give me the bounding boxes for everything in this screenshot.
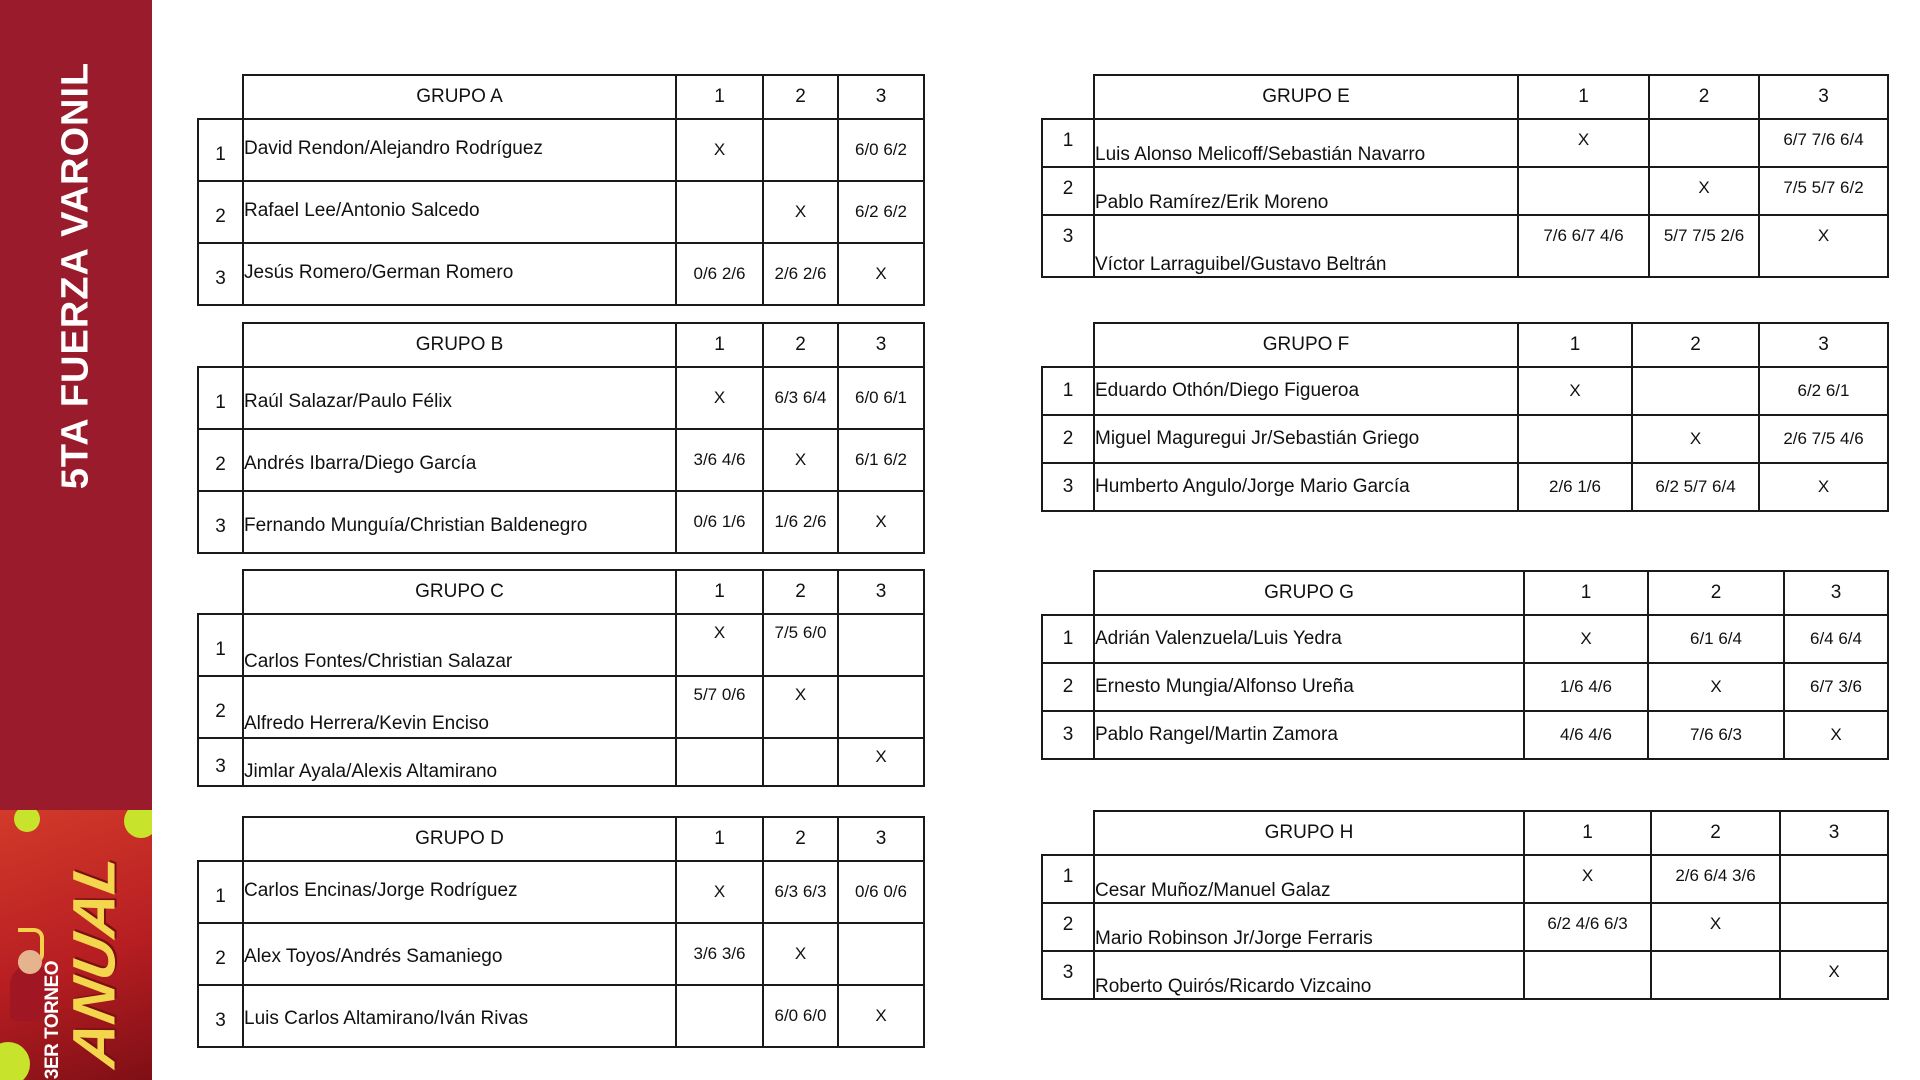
player-pair: Carlos Fontes/Christian Salazar: [243, 614, 676, 676]
score-cell: 6/2 6/2: [838, 181, 924, 243]
group-table-b: [197, 322, 925, 554]
sidebar-title: 5TA FUERZA VARONIL: [54, 61, 97, 489]
score-cell: X: [1648, 663, 1784, 711]
score-cell: X: [763, 429, 838, 491]
col-header: 1: [1524, 811, 1651, 855]
score-cell: [1780, 903, 1888, 951]
player-pair: Roberto Quirós/Ricardo Vizcaino: [1094, 951, 1524, 999]
score-cell: X: [1651, 903, 1780, 951]
player-pair: Víctor Larraguibel/Gustavo Beltrán: [1094, 215, 1518, 277]
score-cell: [676, 738, 763, 786]
score-cell: [1524, 951, 1651, 999]
row-number: 2: [1042, 415, 1094, 463]
col-header: 1: [676, 323, 763, 367]
score-cell: 2/6 7/5 4/6: [1759, 415, 1888, 463]
score-cell: X: [838, 738, 924, 786]
score-cell: X: [1518, 367, 1632, 415]
col-header: 1: [676, 570, 763, 614]
score-cell: [763, 119, 838, 181]
score-cell: 1/6 4/6: [1524, 663, 1648, 711]
row-number: 1: [198, 367, 243, 429]
score-cell: [1632, 367, 1759, 415]
player-pair: Alfredo Herrera/Kevin Enciso: [243, 676, 676, 738]
player-pair: Humberto Angulo/Jorge Mario García: [1094, 463, 1518, 511]
score-cell: 6/7 7/6 6/4: [1759, 119, 1888, 167]
score-cell: X: [763, 676, 838, 738]
player-pair: Rafael Lee/Antonio Salcedo: [243, 181, 676, 243]
promo-big-text: ANUAL: [60, 849, 128, 1071]
row-number: 1: [198, 119, 243, 181]
score-cell: 1/6 2/6: [763, 491, 838, 553]
score-cell: X: [1759, 215, 1888, 277]
score-cell: X: [1780, 951, 1888, 999]
group-table-g: [1041, 570, 1889, 760]
player-pair: Cesar Muñoz/Manuel Galaz: [1094, 855, 1524, 903]
score-cell: [1649, 119, 1759, 167]
col-header: 1: [676, 817, 763, 861]
score-cell: 6/0 6/1: [838, 367, 924, 429]
col-header: 1: [1518, 323, 1632, 367]
promo-big-wrap: [62, 840, 126, 1080]
group-name: GRUPO F: [1094, 323, 1518, 367]
score-cell: [1651, 951, 1780, 999]
col-header: 3: [1784, 571, 1888, 615]
row-number: 2: [1042, 663, 1094, 711]
player-pair: Eduardo Othón/Diego Figueroa: [1094, 367, 1518, 415]
score-cell: 0/6 0/6: [838, 861, 924, 923]
tennis-ball-icon: [0, 1042, 30, 1080]
row-number: 2: [1042, 903, 1094, 951]
player-pair: Jesús Romero/German Romero: [243, 243, 676, 305]
score-cell: 2/6 1/6: [1518, 463, 1632, 511]
score-cell: X: [1524, 855, 1651, 903]
row-number: 2: [198, 676, 243, 738]
row-number: 1: [198, 614, 243, 676]
row-number: 1: [1042, 367, 1094, 415]
score-cell: 6/1 6/2: [838, 429, 924, 491]
group-name: GRUPO H: [1094, 811, 1524, 855]
score-cell: 7/5 6/0: [763, 614, 838, 676]
score-cell: X: [676, 861, 763, 923]
score-cell: 7/6 6/7 4/6: [1518, 215, 1649, 277]
row-number: 1: [1042, 119, 1094, 167]
score-cell: X: [1649, 167, 1759, 215]
score-cell: 0/6 2/6: [676, 243, 763, 305]
group-name: GRUPO E: [1094, 75, 1518, 119]
score-cell: X: [763, 923, 838, 985]
score-cell: [838, 676, 924, 738]
score-cell: X: [1784, 711, 1888, 759]
row-number: 3: [1042, 463, 1094, 511]
row-number: 2: [198, 923, 243, 985]
row-number: 3: [1042, 951, 1094, 999]
player-pair: Luis Carlos Altamirano/Iván Rivas: [243, 985, 676, 1047]
player-pair: Jimlar Ayala/Alexis Altamirano: [243, 738, 676, 786]
group-table-a: [197, 74, 925, 306]
player-pair: David Rendon/Alejandro Rodríguez: [243, 119, 676, 181]
player-pair: Pablo Ramírez/Erik Moreno: [1094, 167, 1518, 215]
col-header: 1: [1518, 75, 1649, 119]
promo-small-text: 3ER TORNEO: [42, 960, 63, 1080]
group-table-c: [197, 569, 925, 787]
group-table-e: [1041, 74, 1889, 278]
corner-cell: [1042, 571, 1094, 615]
score-cell: 6/0 6/2: [838, 119, 924, 181]
col-header: 3: [1759, 75, 1888, 119]
tennis-ball-icon: [14, 810, 40, 832]
col-header: 2: [1651, 811, 1780, 855]
score-cell: 3/6 3/6: [676, 923, 763, 985]
group-name: GRUPO A: [243, 75, 676, 119]
row-number: 1: [1042, 855, 1094, 903]
col-header: 3: [838, 75, 924, 119]
score-cell: 6/0 6/0: [763, 985, 838, 1047]
col-header: 2: [1648, 571, 1784, 615]
score-cell: 2/6 2/6: [763, 243, 838, 305]
corner-cell: [1042, 75, 1094, 119]
score-cell: 6/2 4/6 6/3: [1524, 903, 1651, 951]
score-cell: X: [676, 119, 763, 181]
col-header: 3: [838, 817, 924, 861]
score-cell: X: [676, 367, 763, 429]
row-number: 2: [198, 181, 243, 243]
col-header: 3: [838, 570, 924, 614]
score-cell: X: [838, 491, 924, 553]
score-cell: 6/2 5/7 6/4: [1632, 463, 1759, 511]
player-pair: Raúl Salazar/Paulo Félix: [243, 367, 676, 429]
player-pair: Pablo Rangel/Martin Zamora: [1094, 711, 1524, 759]
row-number: 2: [1042, 167, 1094, 215]
score-cell: X: [1518, 119, 1649, 167]
score-cell: 0/6 1/6: [676, 491, 763, 553]
player-pair: Adrián Valenzuela/Luis Yedra: [1094, 615, 1524, 663]
corner-cell: [198, 75, 243, 119]
group-name: GRUPO B: [243, 323, 676, 367]
score-cell: [763, 738, 838, 786]
score-cell: 6/2 6/1: [1759, 367, 1888, 415]
corner-cell: [198, 323, 243, 367]
score-cell: X: [838, 985, 924, 1047]
score-cell: [1518, 415, 1632, 463]
score-cell: [1518, 167, 1649, 215]
row-number: 1: [1042, 615, 1094, 663]
group-table-h: [1041, 810, 1889, 1000]
score-cell: 2/6 6/4 3/6: [1651, 855, 1780, 903]
score-cell: 6/4 6/4: [1784, 615, 1888, 663]
score-cell: [1780, 855, 1888, 903]
score-cell: 3/6 4/6: [676, 429, 763, 491]
score-cell: 4/6 4/6: [1524, 711, 1648, 759]
col-header: 2: [763, 323, 838, 367]
player-pair: Ernesto Mungia/Alfonso Ureña: [1094, 663, 1524, 711]
score-cell: [676, 181, 763, 243]
tennis-ball-icon: [124, 810, 152, 838]
score-cell: 5/7 7/5 2/6: [1649, 215, 1759, 277]
score-cell: [676, 985, 763, 1047]
col-header: 2: [763, 570, 838, 614]
score-cell: 7/6 6/3: [1648, 711, 1784, 759]
player-pair: Carlos Encinas/Jorge Rodríguez: [243, 861, 676, 923]
group-table-f: [1041, 322, 1889, 512]
col-header: 3: [838, 323, 924, 367]
score-cell: [838, 614, 924, 676]
col-header: 3: [1780, 811, 1888, 855]
score-cell: 6/7 3/6: [1784, 663, 1888, 711]
col-header: 2: [1632, 323, 1759, 367]
score-cell: X: [1759, 463, 1888, 511]
col-header: 2: [1649, 75, 1759, 119]
col-header: 1: [676, 75, 763, 119]
score-cell: 6/3 6/3: [763, 861, 838, 923]
row-number: 3: [198, 985, 243, 1047]
player-pair: Fernando Munguía/Christian Baldenegro: [243, 491, 676, 553]
row-number: 1: [198, 861, 243, 923]
score-cell: 6/3 6/4: [763, 367, 838, 429]
score-cell: 7/5 5/7 6/2: [1759, 167, 1888, 215]
corner-cell: [1042, 811, 1094, 855]
score-cell: X: [838, 243, 924, 305]
group-name: GRUPO C: [243, 570, 676, 614]
col-header: 3: [1759, 323, 1888, 367]
player-pair: Alex Toyos/Andrés Samaniego: [243, 923, 676, 985]
score-cell: X: [676, 614, 763, 676]
score-cell: 6/1 6/4: [1648, 615, 1784, 663]
row-number: 3: [1042, 215, 1094, 277]
player-pair: Miguel Maguregui Jr/Sebastián Griego: [1094, 415, 1518, 463]
row-number: 2: [198, 429, 243, 491]
sidebar-title-wrap: [40, 40, 112, 510]
row-number: 3: [1042, 711, 1094, 759]
score-cell: X: [1524, 615, 1648, 663]
score-cell: X: [1632, 415, 1759, 463]
score-cell: 5/7 0/6: [676, 676, 763, 738]
player-pair: Luis Alonso Melicoff/Sebastián Navarro: [1094, 119, 1518, 167]
row-number: 3: [198, 491, 243, 553]
corner-cell: [198, 570, 243, 614]
row-number: 3: [198, 243, 243, 305]
col-header: 1: [1524, 571, 1648, 615]
score-cell: X: [763, 181, 838, 243]
sidebar: [0, 0, 152, 1080]
corner-cell: [1042, 323, 1094, 367]
col-header: 2: [763, 817, 838, 861]
group-table-d: [197, 816, 925, 1048]
player-pair: Andrés Ibarra/Diego García: [243, 429, 676, 491]
row-number: 3: [198, 738, 243, 786]
col-header: 2: [763, 75, 838, 119]
corner-cell: [198, 817, 243, 861]
group-name: GRUPO G: [1094, 571, 1524, 615]
tournament-promo-banner: [0, 810, 152, 1080]
player-pair: Mario Robinson Jr/Jorge Ferraris: [1094, 903, 1524, 951]
group-name: GRUPO D: [243, 817, 676, 861]
score-cell: [838, 923, 924, 985]
